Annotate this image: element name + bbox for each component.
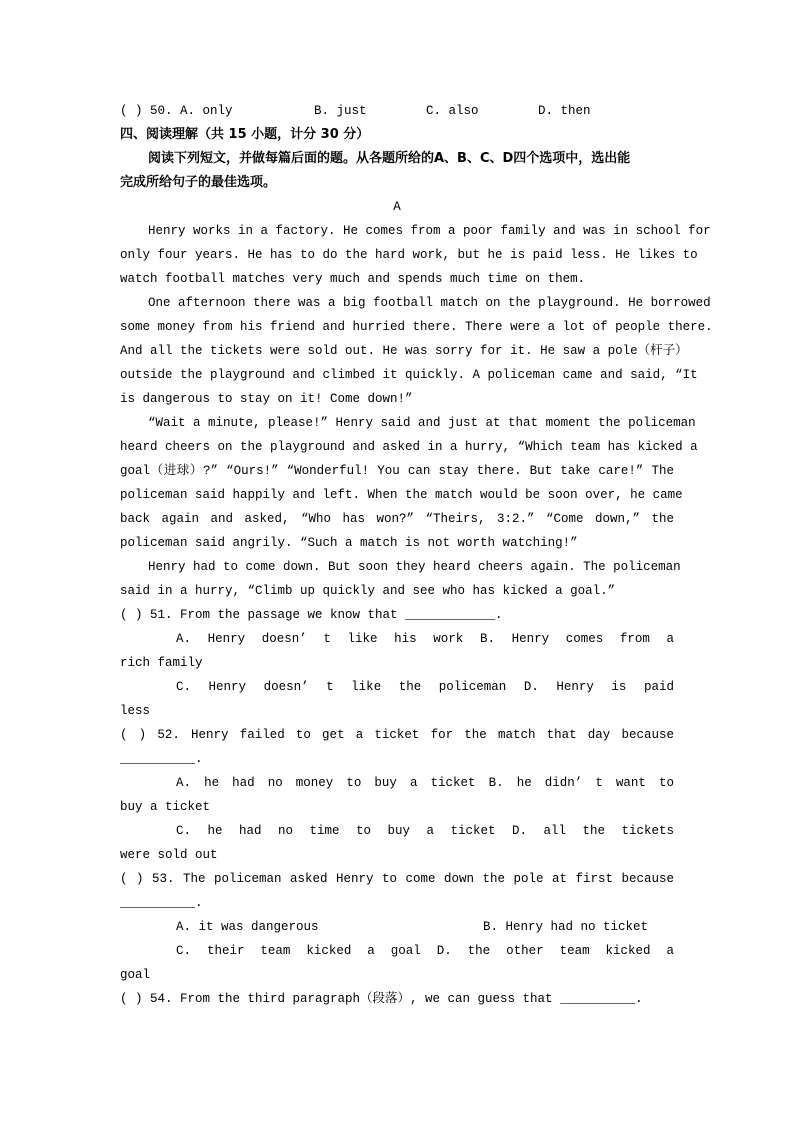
question-53-option-d: D. the other team kicked a [436,944,674,958]
passage-line: “Wait a minute, please!” Henry said and just at that moment the policeman [148,416,696,430]
passage-line: policeman said angrily. “Such a match is not worth watching!” [120,536,578,550]
passage-label: A [393,200,401,214]
passage-line: is dangerous to stay on it! Come down!” [120,392,413,406]
passage-line: outside the playground and climbed it quickly. A policeman came and said, “It [120,368,698,382]
question-51-options-cd [176,679,674,695]
question-50-option-b: B. just [314,104,367,118]
passage-line: Henry works in a factory. He comes from a poor family and was in school for [148,224,711,238]
question-50 [120,103,674,119]
question-53-option-a: A. it was dangerous [176,920,319,934]
question-52-option-b: B. he didn’ t want to [488,776,674,790]
question-51-option-b-cont: rich family [120,656,203,670]
question-53-stem: ( ) 53. The policeman asked Henry to come down the pole at first because [120,872,674,886]
question-52-option-b-cont: buy a ticket [120,800,211,814]
question-54-stem: ( ) 54. From the third paragraph（段落）, we can guess that __________. [120,992,643,1006]
question-51-option-d-cont: less [120,704,151,718]
question-52-option-d: D. all the tickets [511,824,674,838]
question-51-stem: ( ) 51. From the passage we know that ____________. [120,608,503,622]
question-53-blank: __________. [120,896,203,910]
passage-line: Henry had to come down. But soon they heard cheers again. The policeman [148,560,681,574]
question-52-option-a: A. he had no money to buy a ticket [176,776,476,790]
question-52-stem: ( ) 52. Henry failed to get a ticket for the match that day because [120,728,674,742]
question-51-option-b: B. Henry comes from a [479,632,674,646]
question-53-options-ab [176,919,674,935]
section-title: 四、阅读理解（共 15 小题，计分 30 分） [120,127,370,142]
question-53-option-d-cont: goal [120,968,151,982]
passage-line: said in a hurry, “Climb up quickly and see who has kicked a goal.” [120,584,616,598]
passage-line: back again and asked, “Who has won?” “Theirs, 3:2.” “Come down,” the [120,512,674,526]
passage-line: One afternoon there was a big football match on the playground. He borrowed [148,296,711,310]
passage-line: heard cheers on the playground and asked in a hurry, “Which team has kicked a [120,440,698,454]
question-51-options-ab [176,631,674,647]
question-51-option-d: D. Henry is paid [523,680,674,694]
question-52-option-d-cont: were sold out [120,848,218,862]
passage-line: only four years. He has to do the hard work, but he is paid less. He likes to [120,248,698,262]
question-51-option-a: A. Henry doesn’ t like his work [176,632,464,646]
question-50-option-a: ( ) 50. A. only [120,104,233,118]
question-52-option-c: C. he had no time to buy a ticket [176,824,496,838]
passage-line: some money from his friend and hurried there. There were a lot of people there. [120,320,713,334]
passage-line: watch football matches very much and spends much time on them. [120,272,586,286]
question-53-options-cd [176,943,674,959]
section-instruction-cont: 完成所给句子的最佳选项。 [120,175,277,190]
question-52-blank: __________. [120,752,203,766]
question-51-option-c: C. Henry doesn’ t like the policeman [176,680,507,694]
section-instruction: 阅读下列短文，并做每篇后面的题。从各题所给的A、B、C、D四个选项中，选出能 [148,151,631,166]
passage-line: And all the tickets were sold out. He was sorry for it. He saw a pole（杆子） [120,344,688,358]
question-53-option-b: B. Henry had no ticket [483,920,649,934]
question-50-option-c: C. also [426,104,479,118]
passage-line: policeman said happily and left. When the match would be soon over, he came [120,488,683,502]
question-52-options-ab [176,775,674,791]
question-53-option-c: C. their team kicked a goal [176,944,421,958]
question-52-options-cd [176,823,674,839]
question-50-option-d: D. then [538,104,591,118]
passage-line: goal（进球）?” “Ours!” “Wonderful! You can stay there. But take care!” The [120,464,674,478]
